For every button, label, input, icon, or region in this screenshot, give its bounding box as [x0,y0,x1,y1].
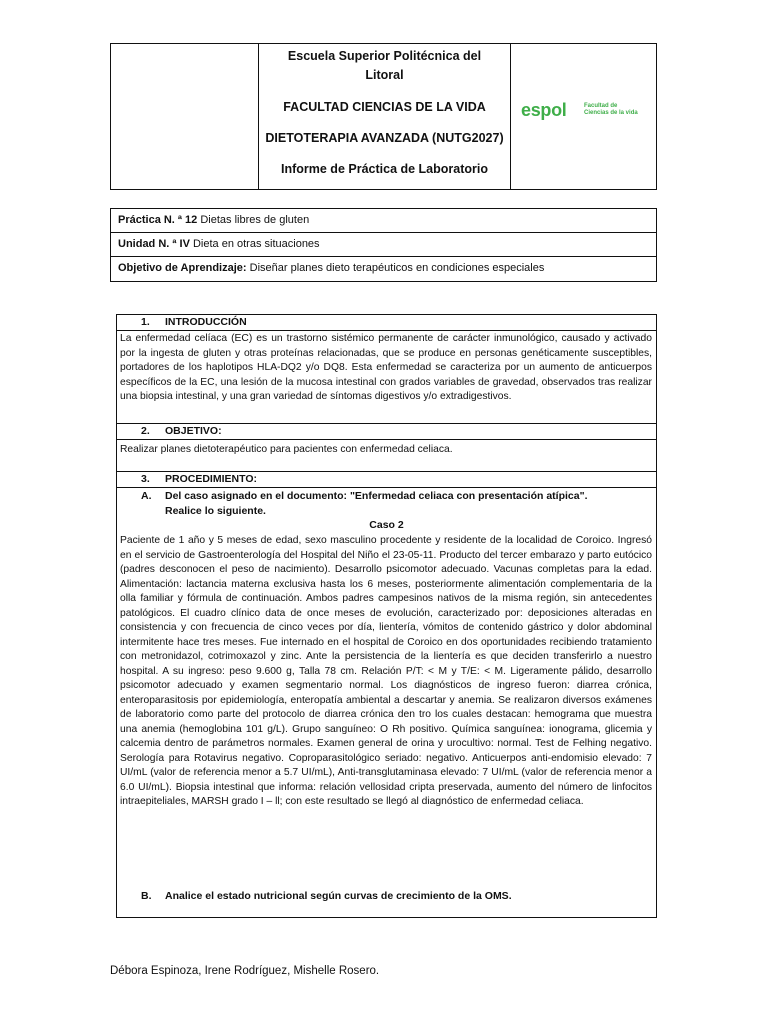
section-objective-title: OBJETIVO: [165,425,222,437]
footer-authors: Débora Espinoza, Irene Rodríguez, Mishelle Rosero. [110,965,380,977]
logo-word: espol [521,100,567,120]
unidad-value: Dieta en otras situaciones [192,238,320,250]
section-procedure-title: PROCEDIMIENTO: [165,473,257,485]
step-a-line2: Realice lo siguiente. [165,505,266,517]
step-a-line1: Del caso asignado en el documento: "Enfermedad celiaca con presentación atípica". [165,490,588,502]
case-text: Paciente de 1 año y 5 meses de edad, sexo masculino procedente y residente de la localidad de Coroico. Ingresó en el servicio de Gastroenterología del Hospital del Niño el 23-05-11. Producto del tercer embarazo y parto eutócico (padres desconocen el peso de nacimiento). Desarrollo psicomotor adecuado. Vacunas completas para la edad. Alimentación: lactancia materna exclusiva hasta los 6 meses, posteriormente alimentación complementaria de la olla familiar y fórmula de continuación. Ambos padres campesinos nativos de la misma región, sin antecedentes patológicos. El cuadro clínico data de once meses de evolución, caracterizado por: deposiciones alteradas en consistencia y con frecuencia de cinco veces por día, lientería, vómitos de contenido gástrico y dolor abdominal intermitente hace tres meses. Fue internado en el hospital de Coroico en dos oportunidades recibiendo tratamiento con metronidazol, cotrimoxazol y zinc. Ante la persistencia de la lientería es que deciden transferirlo a nuestro hospital. A su ingreso: peso 9.600 g, Talla 78 cm. Relación P/T: < M y T/E: < M. Ligeramente pálido, desarrollo psicomotor adecuado y examen segmentario normal. Los diagnósticos de ingreso fueron: diarrea crónica, enteroparasitosis por epidemiología, enteropatía ambiental a descartar y anemia. Se realizaron diversos exámenes de laboratorio como parte del protocolo de diarrea crónica den tro los cuales destacan: hemograma que muestra una anemia (hemoglobina 101 g/L). Grupo sanguíneo: O Rh positivo. Química sanguínea: ionograma, glicemia y calcemia dentro de parámetros normales. Examen general de orina y urocultivo: normal. Test de Felhing negativo. Serología para Rotavirus negativo. Coproparasitológico seriado: negativo. Anticuerpos anti-endomisio elevado: 7 UI/mL (valor de referencia menor a 5.7 UI/mL), Anti-transglutaminasa elevado: 7 UI/mL (valor de referencia menor a 6.0 UI/mL). Biopsia intestinal que informa: relación vellosidad cripta preservada, aumento del número de linfocitos intraepiteliales, MARSH grado I – ll; con este resultado se llegó al diagnóstico de enfermedad celiaca. [120,535,652,807]
section-objective-header [117,424,656,440]
course-name: DIETOTERAPIA AVANZADA (NUTG2027) [265,131,504,145]
logo-sub-line2: Ciencias de la vida [584,110,638,116]
logo-sub-line1: Facultad de [584,103,618,109]
institution-name-line2: Litoral [365,68,404,82]
case-title: Caso 2 [369,519,404,531]
practice-info-table [110,208,657,282]
section-intro-header [117,315,656,331]
objetivo-value: Diseñar planes dieto terapéuticos en condiciones especiales [249,262,545,274]
section-procedure-header [117,472,656,488]
objetivo-row [111,257,656,281]
section-objective-number: 2. [141,425,150,437]
unidad-row [111,233,656,257]
logo-subtitle [584,103,638,117]
practica-value: Dietas libres de gluten [200,214,310,226]
step-a-letter: A. [141,490,152,502]
header-logo-cell [511,44,656,189]
step-b-letter: B. [141,890,152,902]
institution-name-line1: Escuela Superior Politécnica del [287,49,482,63]
header-empty-cell [111,44,259,189]
section-intro-number: 1. [141,316,150,328]
step-b-text: Analice el estado nutricional según curvas de crecimiento de la OMS. [165,890,512,902]
espol-logo [521,100,651,130]
header-table [110,43,657,190]
objective-text: Realizar planes dietoterapéutico para pacientes con enfermedad celiaca. [120,444,453,455]
section-intro-title: INTRODUCCIÓN [165,316,247,328]
faculty-name: FACULTAD CIENCIAS DE LA VIDA [283,100,486,114]
content-table [116,314,657,918]
section-procedure-number: 3. [141,473,150,485]
report-type: Informe de Práctica de Laboratorio [281,162,488,176]
header-title-cell [259,44,511,189]
practica-label: Práctica N. ª 12 [118,214,198,226]
unidad-label: Unidad N. ª IV [118,238,190,250]
objetivo-label: Objetivo de Aprendizaje: [118,262,247,274]
intro-text: La enfermedad celíaca (EC) es un trastorno sistémico permanente de carácter inmunológico, causado y activado por la ingesta de gluten y otras proteínas relacionadas, que se produce en personas genéticamente susceptibles, portadores de los haplotipos HLA-DQ2 y/o DQ8. Esta enfermedad se caracteriza por un aumento de anticuerpos específicos de la EC, una lesión de la mucosa intestinal con grados variables de gravedad, observados tras realizar una biopsia intestinal, y una gran variedad de síntomas digestivos y/o extradigestivos. [120,333,652,402]
practica-row [111,209,656,233]
